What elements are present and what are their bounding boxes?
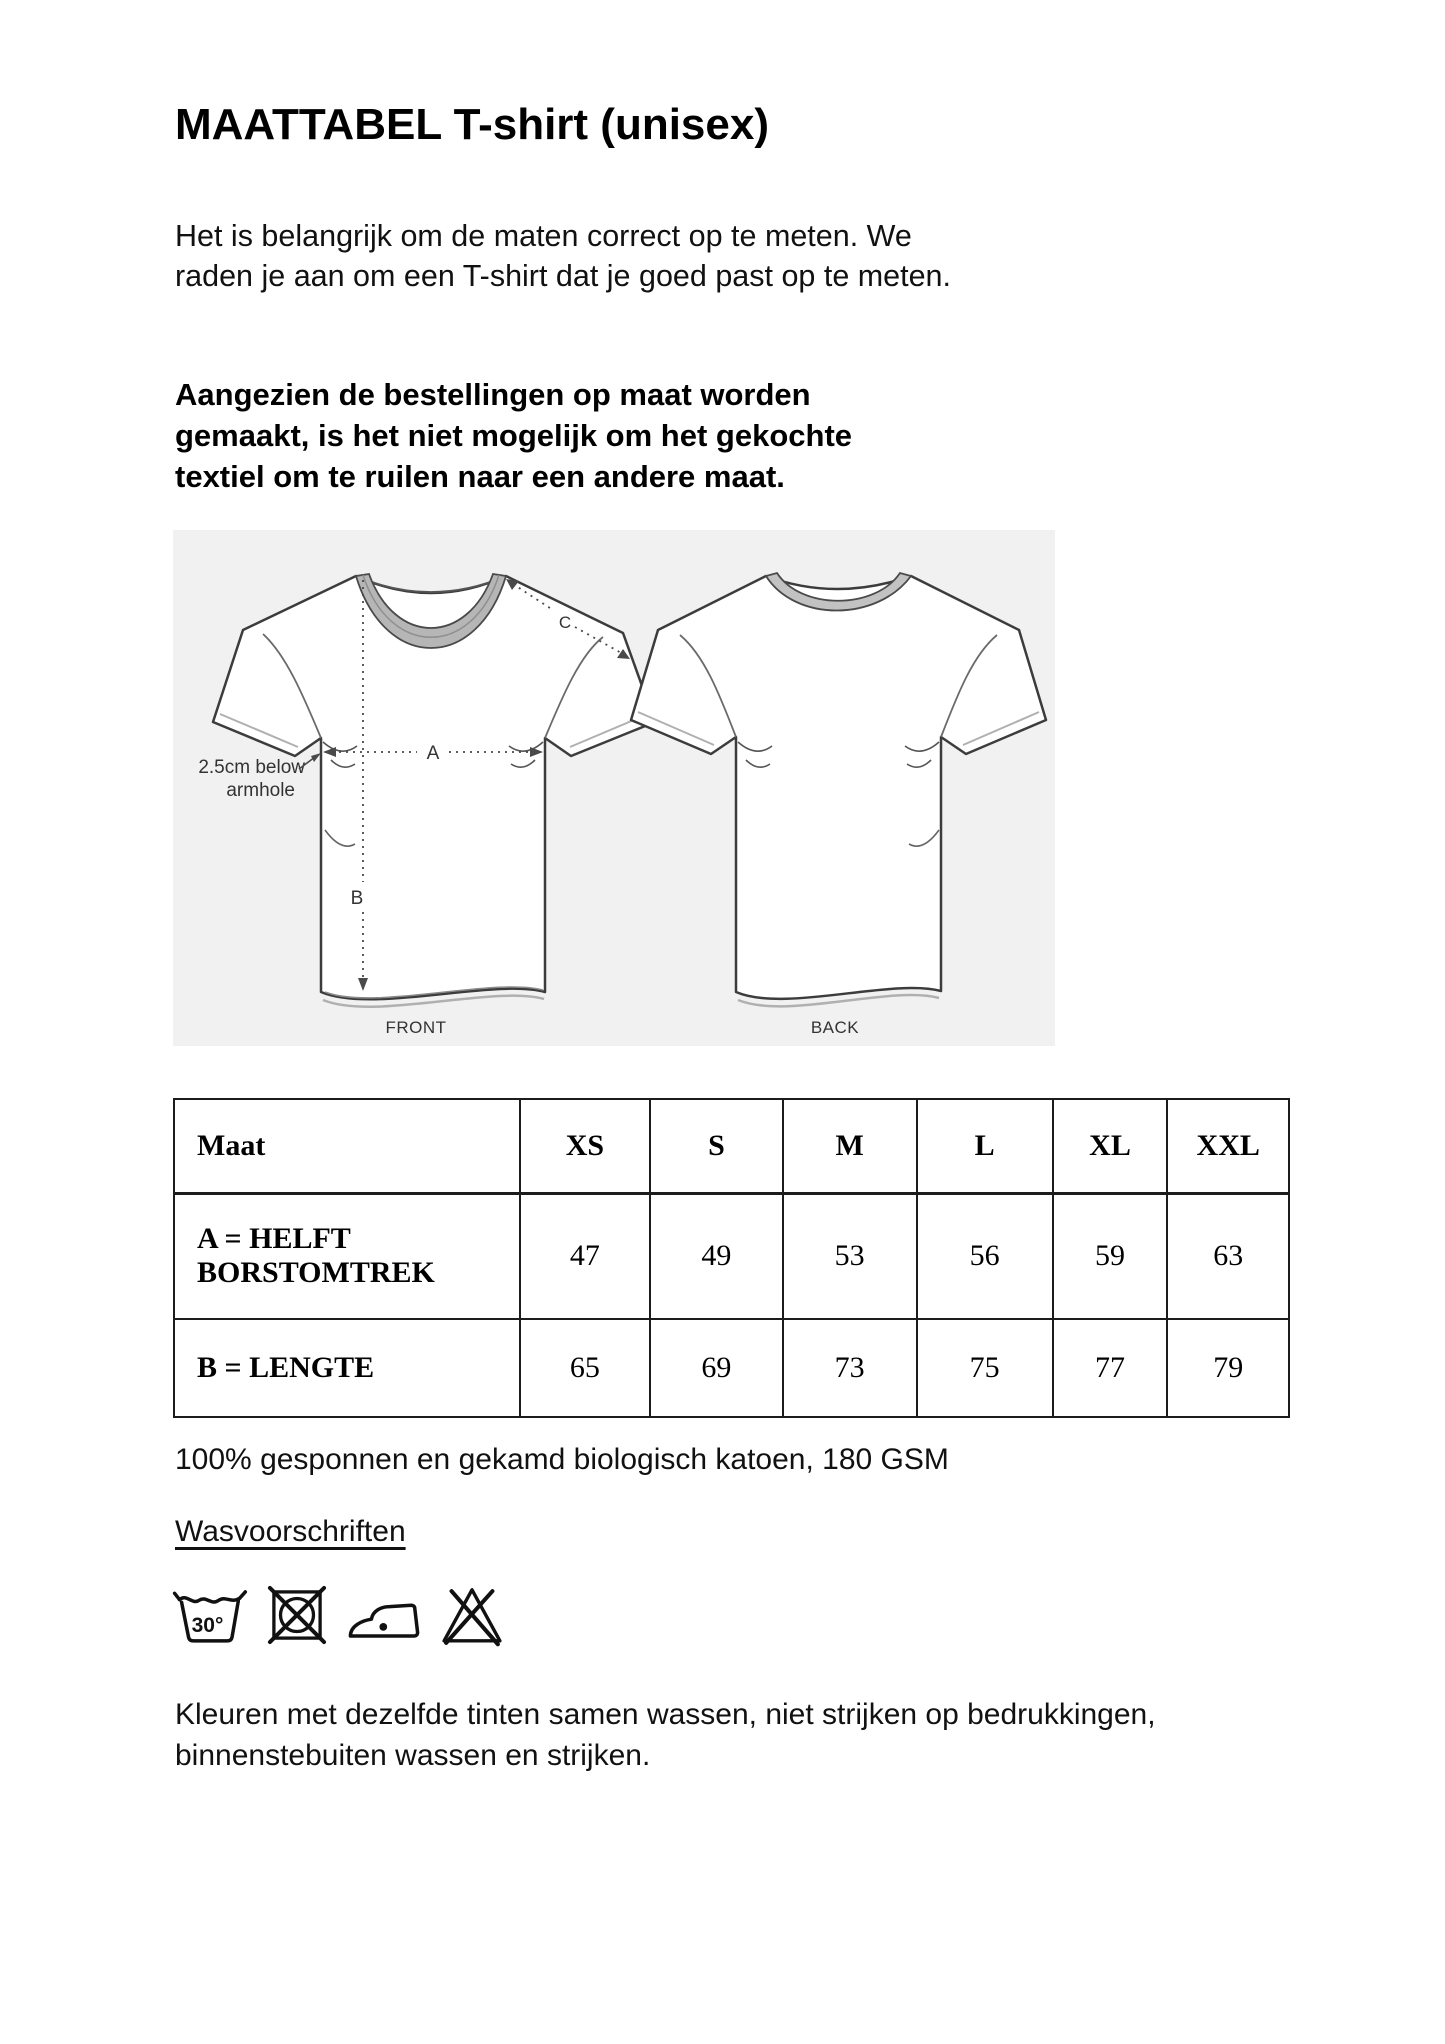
size-table-header-m: M [783, 1099, 917, 1193]
material-note: 100% gesponnen en gekamd biologisch katoen, 180 GSM [175, 1443, 949, 1476]
length-value-xs: 65 [520, 1319, 650, 1417]
do-not-tumble-dry-icon [264, 1580, 330, 1650]
chest-value-s: 49 [650, 1193, 783, 1319]
do-not-bleach-icon [438, 1580, 506, 1650]
size-table-header-xs: XS [520, 1099, 650, 1193]
wash-temp-label: 30° [191, 1613, 224, 1637]
wash-30-icon [171, 1580, 251, 1650]
tshirt-measurement-diagram [173, 530, 1055, 1046]
care-instructions-heading: Wasvoorschriften [175, 1515, 406, 1548]
notice-paragraph: Aangezien de bestellingen op maat worden gemaakt, is het niet mogelijk om het gekochte textiel om te ruilen naar een andere maat. [175, 377, 853, 494]
size-table-header-row [174, 1099, 1289, 1193]
page-title: MAATTABEL T-shirt (unisex) [175, 100, 769, 149]
table-row-length [174, 1319, 1289, 1417]
tshirt-diagram-svg [173, 530, 1055, 1046]
front-view-label: FRONT [385, 1018, 447, 1037]
chest-value-l: 56 [917, 1193, 1053, 1319]
care-note: Kleuren met dezelfde tinten samen wassen, niet strijken op bedrukkingen, binnenstebuiten wassen en strijken. [175, 1698, 1156, 1772]
armhole-note [198, 753, 321, 801]
size-table-header-l: L [917, 1099, 1053, 1193]
size-table-header-xxl: XXL [1167, 1099, 1289, 1193]
armhole-note-line2: armhole [226, 780, 295, 801]
intro-paragraph: Het is belangrijk om de maten correct op te meten. We raden je aan om een T-shirt dat je goed past op te meten. [175, 219, 951, 293]
chest-value-xxl: 63 [1167, 1193, 1289, 1319]
back-shirt-drawing [631, 573, 1046, 1006]
measure-a-label: A [426, 743, 440, 764]
chest-value-xl: 59 [1053, 1193, 1168, 1319]
iron-one-dot-icon [343, 1580, 425, 1650]
care-icons-row [171, 1580, 506, 1650]
size-table-header-maat: Maat [174, 1099, 520, 1193]
armhole-note-line1: 2.5cm below [198, 757, 305, 778]
measure-c-label: C [558, 613, 572, 632]
length-value-l: 75 [917, 1319, 1053, 1417]
chest-value-xs: 47 [520, 1193, 650, 1319]
size-table-header-xl: XL [1053, 1099, 1168, 1193]
back-view-label: BACK [810, 1018, 860, 1037]
size-table-section [173, 1098, 1290, 1418]
row-chest-label: A = HELFT BORSTOMTREK [174, 1193, 520, 1319]
table-row-chest [174, 1193, 1289, 1319]
row-length-label: B = LENGTE [174, 1319, 520, 1417]
length-value-xxl: 79 [1167, 1319, 1289, 1417]
size-table [173, 1098, 1290, 1418]
size-table-header-s: S [650, 1099, 783, 1193]
chest-value-m: 53 [783, 1193, 917, 1319]
measure-b-label: B [350, 888, 364, 909]
length-value-s: 69 [650, 1319, 783, 1417]
length-value-xl: 77 [1053, 1319, 1168, 1417]
length-value-m: 73 [783, 1319, 917, 1417]
